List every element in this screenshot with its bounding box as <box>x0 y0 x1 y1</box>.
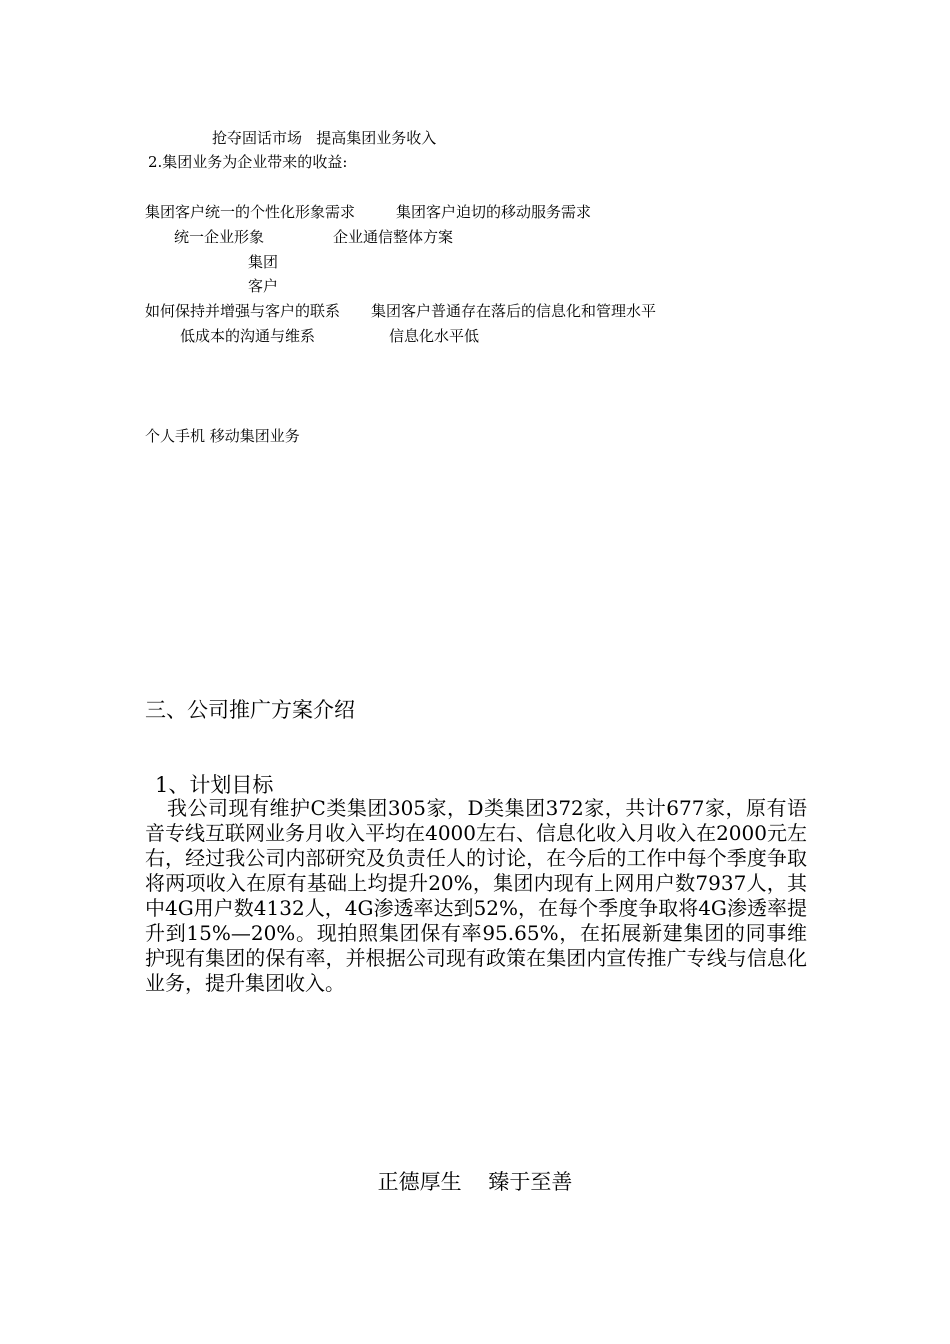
market-line: 抢夺固话市场 提高集团业务收入 <box>212 129 437 147</box>
diagram-center-line2: 客户 <box>248 277 279 295</box>
benefits-heading: 2.集团业务为企业带来的收益: <box>148 153 348 171</box>
diagram-enterprise-solution: 企业通信整体方案 <box>333 228 454 246</box>
diagram-unified-image: 统一企业形象 <box>174 228 265 246</box>
plan-goal-subtitle: 1、计划目标 <box>155 773 274 797</box>
diagram-need-mobile: 集团客户迫切的移动服务需求 <box>396 203 592 221</box>
section-three-title: 三、公司推广方案介绍 <box>145 698 355 722</box>
diagram-low-cost: 低成本的沟通与维系 <box>180 327 316 345</box>
diagram-center-line1: 集团 <box>248 253 279 271</box>
diagram-keep-contact: 如何保持并增强与客户的联系 <box>145 302 341 320</box>
diagram-phone-group: 个人手机 移动集团业务 <box>145 427 300 445</box>
diagram-need-image: 集团客户统一的个性化形象需求 <box>145 203 356 221</box>
footer-motto: 正德厚生 臻于至善 <box>377 1170 573 1194</box>
diagram-low-it-level: 集团客户普通存在落后的信息化和管理水平 <box>371 302 657 320</box>
plan-goal-paragraph: 我公司现有维护C类集团305家，D类集团372家，共计677家，原有语音专线互联网业务月收入平均在4000左右、信息化收入月收入在2000元左右，经过我公司内部研究及负责任人的讨论，在今后的工作中每个季度争取将两项收入在原有基础上均提升20%，集团内现有上网用户数7937人，其中4G用户数4132人，4G渗透率达到52%，在每个季度争取将4G渗透率提升到15%—20%。现拍照集团保有率95.65%，在拓展新建集团的同事维护现有集团的保有率，并根据公司现有政策在集团内宣传推广专线与信息化业务，提升集团收入。 <box>145 796 807 995</box>
diagram-it-low: 信息化水平低 <box>389 327 480 345</box>
